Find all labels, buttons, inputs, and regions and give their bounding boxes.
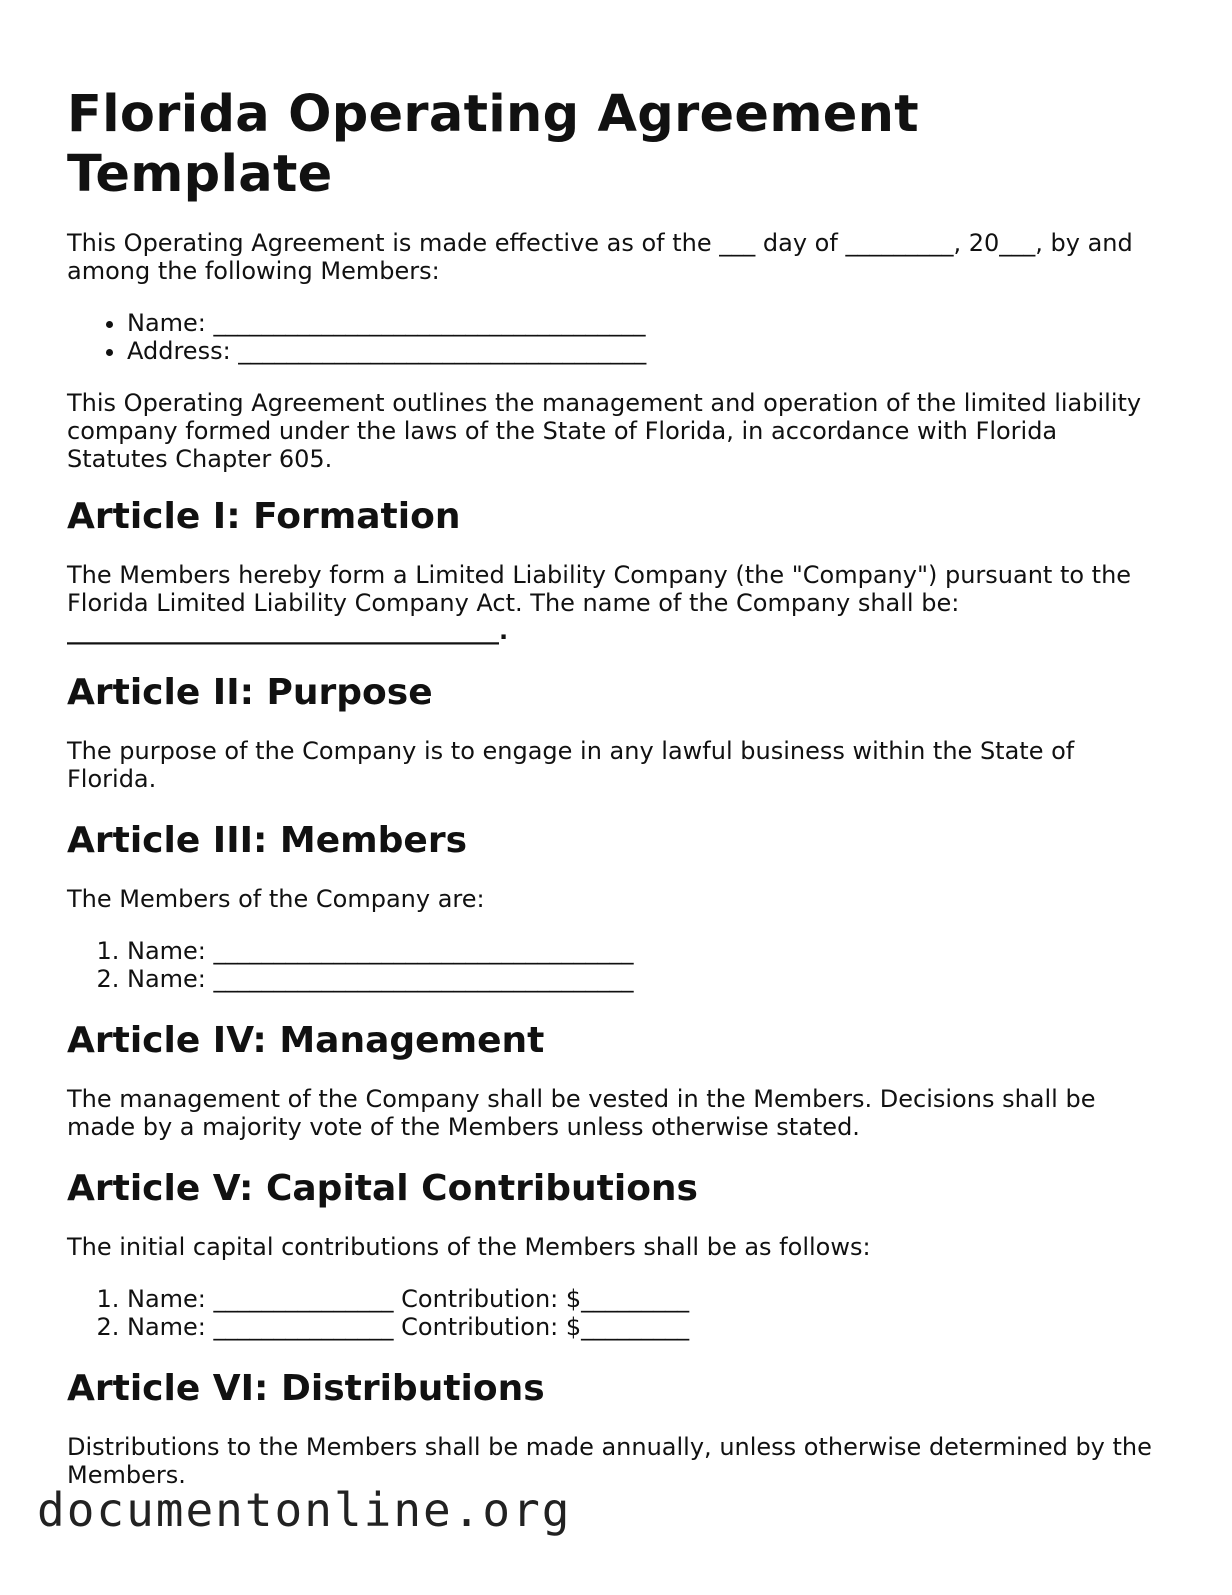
outline-paragraph: This Operating Agreement outlines the management and operation of the limited liability company formed under the laws of the State of Florida, in accordance with Florida Statutes Chapter 605. [67,389,1142,473]
article-2-heading: Article II: Purpose [67,672,433,713]
article-5-text: The initial capital contributions of the Members shall be as follows: [67,1233,871,1261]
intro-paragraph: This Operating Agreement is made effective as of the ___ day of _________, 20___, by and among the following Members: [67,229,1133,285]
list-item: 2. Name: ___________________________________ [127,965,1157,993]
document-title: Florida Operating Agreement Template [67,85,919,204]
article-1-text [67,561,1157,645]
article-4-text: The management of the Company shall be vested in the Members. Decisions shall be made by a majority vote of the Members unless otherwise stated. [67,1085,1096,1141]
document-page [67,0,1157,1489]
article-3-member-list [67,937,1157,993]
article-1-heading: Article I: Formation [67,496,461,537]
list-item: • Address: __________________________________ [127,337,1157,365]
company-name-blank: ____________________________________. [67,617,509,645]
article-6-heading: Article VI: Distributions [67,1368,545,1409]
article-2-text: The purpose of the Company is to engage in any lawful business within the State of Florida. [67,737,1075,793]
article-3-text: The Members of the Company are: [67,885,485,913]
list-item: • Name: ____________________________________ [127,309,1157,337]
article-4-heading: Article IV: Management [67,1020,545,1061]
article-5-heading: Article V: Capital Contributions [67,1168,698,1209]
list-item: 2. Name: _______________ Contribution: $_________ [127,1313,1157,1341]
watermark: documentonline.org [37,1483,572,1537]
article-6-text: Distributions to the Members shall be made annually, unless otherwise determined by the Members. [67,1433,1152,1489]
intro-member-list [67,309,1157,365]
list-item: 1. Name: ___________________________________ [127,937,1157,965]
article-5-contribution-list [67,1285,1157,1341]
article-1-body: The Members hereby form a Limited Liability Company (the "Company") pursuant to the Florida Limited Liability Company Act. The name of the Company shall be: [67,561,1132,617]
article-3-heading: Article III: Members [67,820,468,861]
list-item: 1. Name: _______________ Contribution: $_________ [127,1285,1157,1313]
